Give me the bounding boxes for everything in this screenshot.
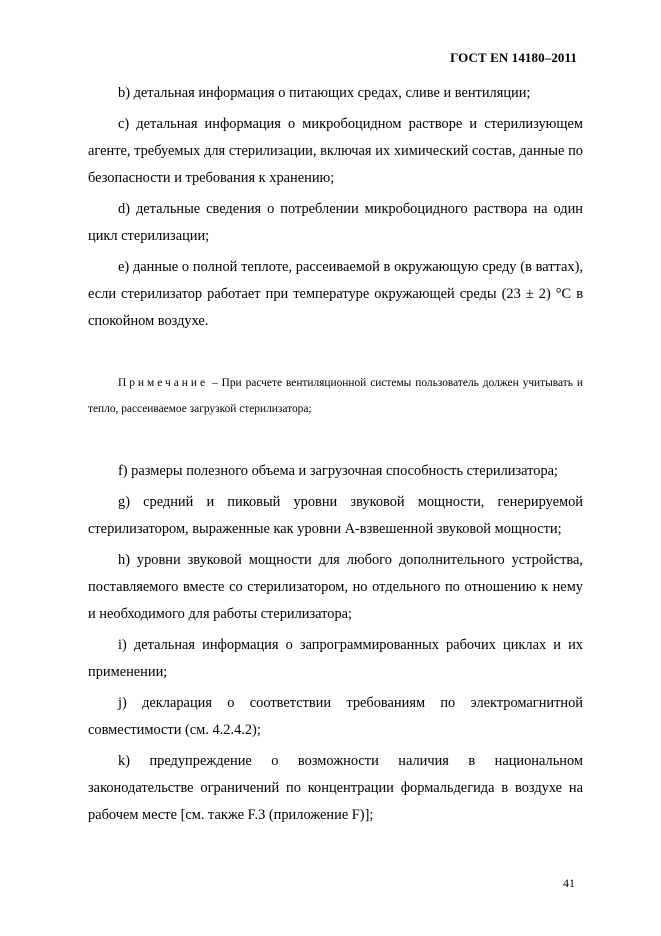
- list-item-g: g) средний и пиковый уровни звуковой мощности, генерируемой стерилизатором, выраженные как уровни А-взвешенной звуковой мощности;: [88, 494, 583, 537]
- note-paragraph: [88, 370, 583, 422]
- document-body: [88, 80, 583, 833]
- page-number: 41: [563, 876, 575, 890]
- list-item-c: c) детальная информация о микробоцидном растворе и стерилизующем агенте, требуемых для стерилизации, включая их химический состав, данные по безопасности и требования к хранению;: [88, 116, 583, 186]
- list-item-b: b) детальная информация о питающих средах, сливе и вентиляции;: [118, 85, 531, 101]
- list-item-i: i) детальная информация о запрограммированных рабочих циклах и их применении;: [88, 637, 583, 680]
- note-text: – При расчете вентиляционной системы пользователь должен учитывать и тепло, рассеиваемое загрузкой стерилизатора;: [88, 377, 583, 415]
- list-item-d: d) детальные сведения о потреблении микробоцидного раствора на один цикл стерилизации;: [88, 201, 583, 244]
- list-item-h: h) уровни звуковой мощности для любого дополнительного устройства, поставляемого вместе со стерилизатором, но отдельного по отношению к нему и необходимого для работы стерилизатора;: [88, 552, 583, 622]
- list-item-k: k) предупреждение о возможности наличия в национальном законодательстве ограничений по концентрации формальдегида в воздухе на рабочем месте [см. также F.3 (приложение F)];: [88, 753, 583, 823]
- note-label: Примечание: [118, 377, 209, 389]
- document-code-header: ГОСТ EN 14180–2011: [450, 50, 577, 65]
- list-item-e: e) данные о полной теплоте, рассеиваемой в окружающую среду (в ваттах), если стерилизатор работает при температуре окружающей среды (23 ± 2) °С в спокойном воздухе.: [88, 259, 583, 329]
- list-item-f: f) размеры полезного объема и загрузочная способность стерилизатора;: [118, 463, 559, 479]
- list-item-j: j) декларация о соответствии требованиям по электромагнитной совместимости (см. 4.2.4.2);: [88, 695, 583, 738]
